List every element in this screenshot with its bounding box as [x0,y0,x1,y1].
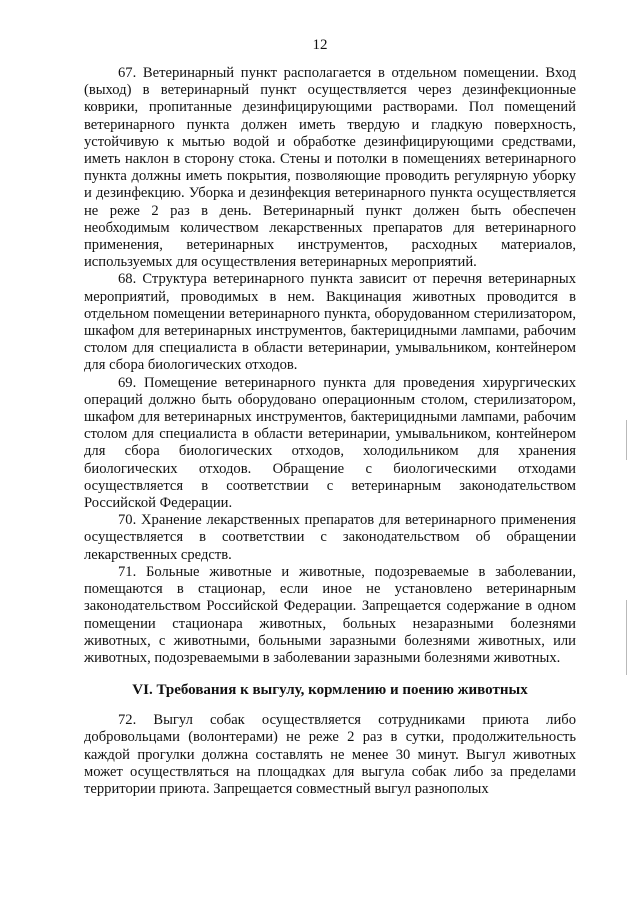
paragraph-68: 68. Структура ветеринарного пункта зависит от перечня ветеринарных мероприятий, проводимых в нем. Вакцинация животных проводится в отдельном помещении ветеринарного пункта, оборудованном стерилизатором, шкафом для ветеринарных инструментов, бактерицидными лампами, рабочим столом для специалиста в области ветеринарии, умывальником, контейнером для сбора биологических отходов. [84,271,576,374]
scan-margin-mark [626,600,627,650]
section-heading: VI. Требования к выгулу, кормлению и поению животных [132,682,528,699]
document-body [84,65,576,798]
paragraph-69: 69. Помещение ветеринарного пункта для проведения хирургических операций должно быть оборудовано операционным столом, стерилизатором, шкафом для ветеринарных инструментов, бактерицидными лампами, рабочим столом для специалиста в области ветеринарии, умывальником, контейнером для сбора биологических отходов, холодильником для хранения биологических отходов. Обращение с биологическими отходами осуществляется в соответствии с ветеринарным законодательством Российской Федерации. [84,374,576,512]
scan-margin-mark [626,420,627,460]
paragraph-70: 70. Хранение лекарственных препаратов для ветеринарного применения осуществляется в соответствии с законодательством об обращении лекарственных средств. [84,512,576,563]
paragraph-71: 71. Больные животные и животные, подозреваемые в заболевании, помещаются в стационар, если иное не установлено ветеринарным законодательством Российской Федерации. Запрещается содержание в одном помещении стационара животных, больных незаразными болезнями животных, с животными, больными заразными болезнями животных, или животных, подозреваемыми в заболевании заразными болезнями животных. [84,563,576,666]
paragraph-72: 72. Выгул собак осуществляется сотрудниками приюта либо добровольцами (волонтерами) не реже 2 раз в сутки, продолжительность каждой прогулки должна составлять не менее 30 минут. Выгул животных может осуществляться на площадках для выгула собак либо за пределами территории приюта. Запрещается совместный выгул разнополых [84,712,576,797]
page-number: 12 [312,37,328,53]
paragraph-67: 67. Ветеринарный пункт располагается в отдельном помещении. Вход (выход) в ветеринарный пункт осуществляется через дезинфекционные коврики, пропитанные дезинфицирующими растворами. Пол помещений ветеринарного пункта должен иметь твердую и гладкую поверхность, устойчивую к мытью водой и обработке дезинфицирующими средствами, иметь наклон в сторону стока. Стены и потолки в помещениях ветеринарного пункта должны иметь покрытия, позволяющие проводить регулярную уборку и дезинфекцию. Уборка и дезинфекция ветеринарного пункта осуществляется не реже 2 раз в день. Ветеринарный пункт должен быть обеспечен необходимым количеством лекарственных препаратов для ветеринарного применения, ветеринарных инструментов, расходных материалов, используемых для осуществления ветеринарных мероприятий. [84,65,576,271]
scan-margin-mark [626,645,627,675]
